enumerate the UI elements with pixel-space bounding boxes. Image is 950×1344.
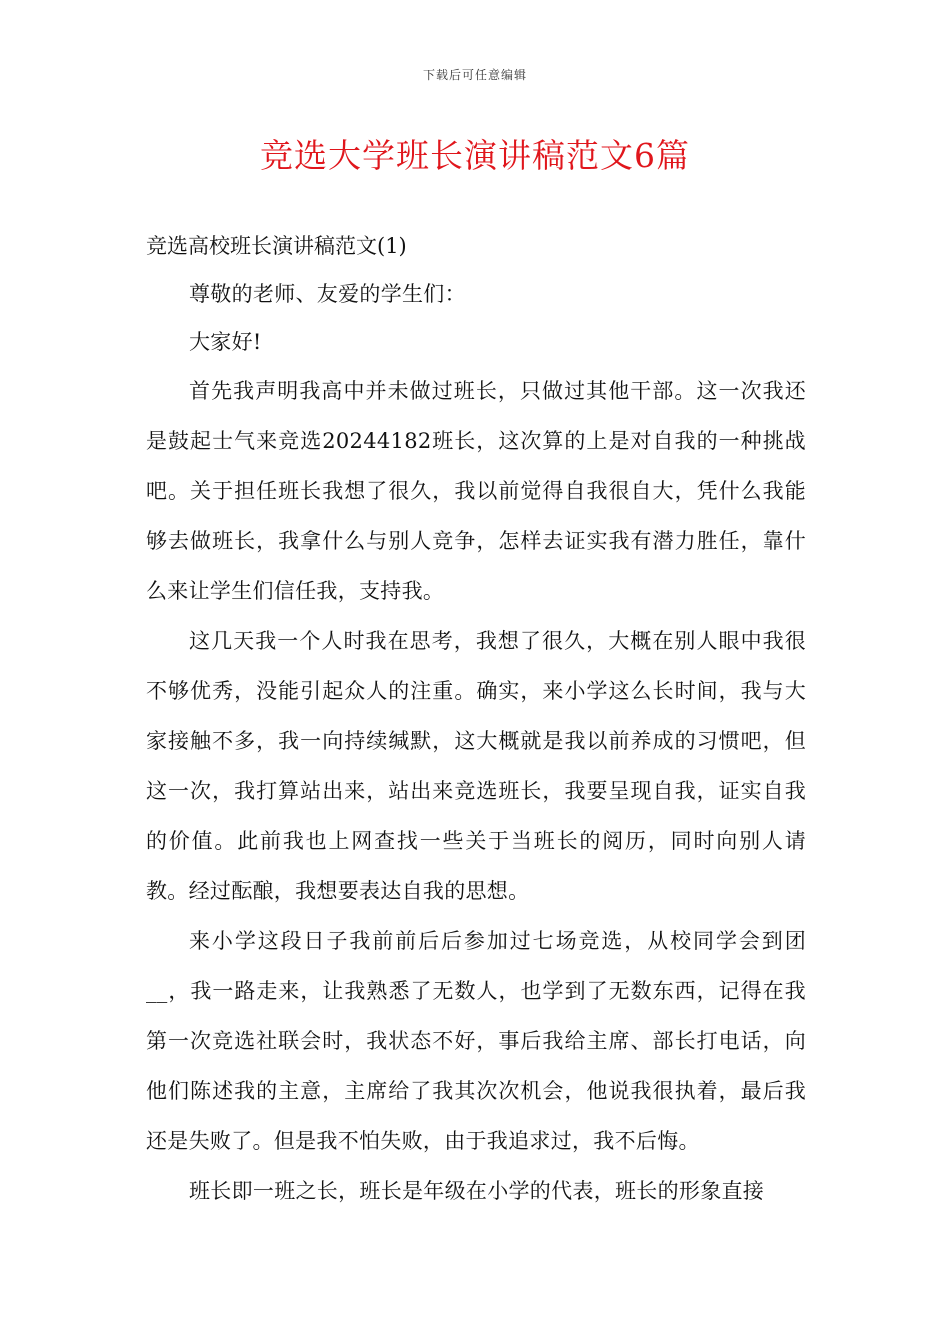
section-heading: 竞选高校班长演讲稿范文(1)	[146, 234, 407, 258]
paragraph: 班长即一班之长，班长是年级在小学的代表，班长的形象直接	[189, 1179, 765, 1203]
document-title: 竞选大学班长演讲稿范文6篇	[260, 136, 690, 175]
paragraph-salutation: 尊敬的老师、友爱的学生们：	[189, 282, 466, 306]
paragraph: 来小学这段日子我前前后后参加过七场竞选，从校同学会到团__，我一路走来，让我熟悉了无数人，也学到了无数东西，记得在我第一次竞选社联会时，我状态不好，事后我给主席、部长打电话，向他们陈述我的主意，主席给了我其次次机会，他说我很执着，最后我还是失败了。但是我不怕失败，由于我追求过，我不后悔。	[146, 929, 806, 1153]
header-note: 下载后可任意编辑	[422, 68, 527, 82]
paragraph: 首先我声明我高中并未做过班长，只做过其他干部。这一次我还是鼓起士气来竞选20244182班长，这次算的上是对自我的一种挑战吧。关于担任班长我想了很久，我以前觉得自我很自大，凭什么我能够去做班长，我拿什么与别人竞争，怎样去证实我有潜力胜任，靠什么来让学生们信任我，支持我。	[146, 379, 806, 603]
paragraph-greeting: 大家好!	[189, 330, 262, 354]
document-body	[146, 222, 806, 1216]
paragraph: 这几天我一个人时我在思考，我想了很久，大概在别人眼中我很不够优秀，没能引起众人的注重。确实，来小学这么长时间，我与大家接触不多，我一向持续缄默，这大概就是我以前养成的习惯吧，但这一次，我打算站出来，站出来竞选班长，我要呈现自我，证实自我的价值。此前我也上网查找一些关于当班长的阅历，同时向别人请教。经过酝酿，我想要表达自我的思想。	[146, 629, 806, 903]
